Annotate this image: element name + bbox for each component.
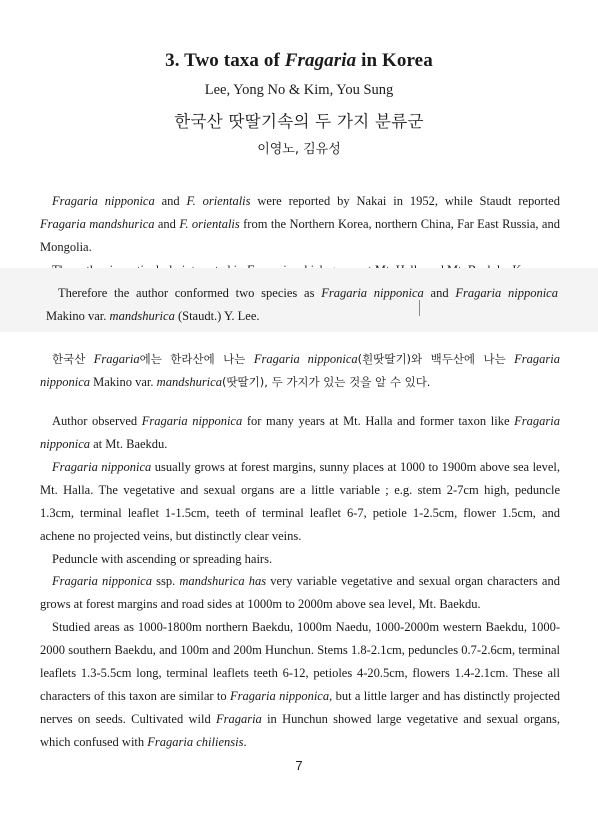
korean-title: 한국산 땃딸기속의 두 가지 분류군	[174, 112, 424, 131]
intro-paragraph: Fragaria nipponica and F. orientalis were reported by Nakai in 1952, while Staudt reported Fragaria mandshurica and F. orientalis from the Northern Korea, northern China, Far East Russia, and Mongolia.	[40, 194, 560, 254]
paper-title: 3. Two taxa of Fragaria in Korea	[165, 50, 433, 71]
halla-paragraph: Author observed Fragaria nipponica for many years at Mt. Halla and former taxon like Fragaria nipponica at Mt. Baekdu. Fragaria nipponica usually grows at forest margins, sunny places at 1000 to 1900m above sea level, Mt. Halla. The vegetative and sexual organs are a little variable ; e.g. stem 2-7cm high, peduncle 1.3cm, terminal leaflet 1-1.5cm, teeth of terminal leaflet 6-7, petiole 1-2.5cm, flower 1.5cm, and achene no projected veins, but distinctly clear veins. Peduncle with ascending or spreading hairs.	[40, 414, 560, 566]
korean-authors: 이영노, 김유성	[257, 142, 341, 157]
conclusion-paragraph: Therefore the author conformed two species as Fragaria nipponica and Fragaria nipponica Makino var. mandshurica (Staudt.) Y. Lee.	[46, 286, 558, 323]
page-number: 7	[295, 758, 303, 773]
korean-summary-paragraph: 한국산 Fragaria에는 한라산에 나는 Fragaria nipponica(흰땃딸기)와 백두산에 나는 Fragaria nipponica Makino var. mandshurica(땃딸기), 두 가지가 있는 것을 알 수 있다.	[40, 352, 560, 389]
baekdu-paragraph: Fragaria nipponica ssp. mandshurica has very variable vegetative and sexual organ characters and grows at forest margins and road sides at 1000m to 2000m above sea level, Mt. Baekdu. Studied areas as 1000-1800m northern Baekdu, 1000m Naedu, 1000-2000m western Baekdu, 1000-2000 southern Baekdu, and 100m and 200m Hunchun. Stems 1.8-2.1cm, peduncles 0.7-2.6cm, terminal leaflets 1.3-5.5cm long, terminal leaflets teeth 6-12, petioles 4-20.5cm, flowers 1.4-2.1cm. These all characters of this taxon are similar to Fragaria nipponica, but a little larger and has distinctly projected nerves on seeds. Cultivated wild Fragaria in Hunchun showed large vegetative and sexual organs, which confused with Fragaria chiliensis.	[40, 574, 561, 749]
authors-line: Lee, Yong No & Kim, You Sung	[204, 82, 394, 98]
